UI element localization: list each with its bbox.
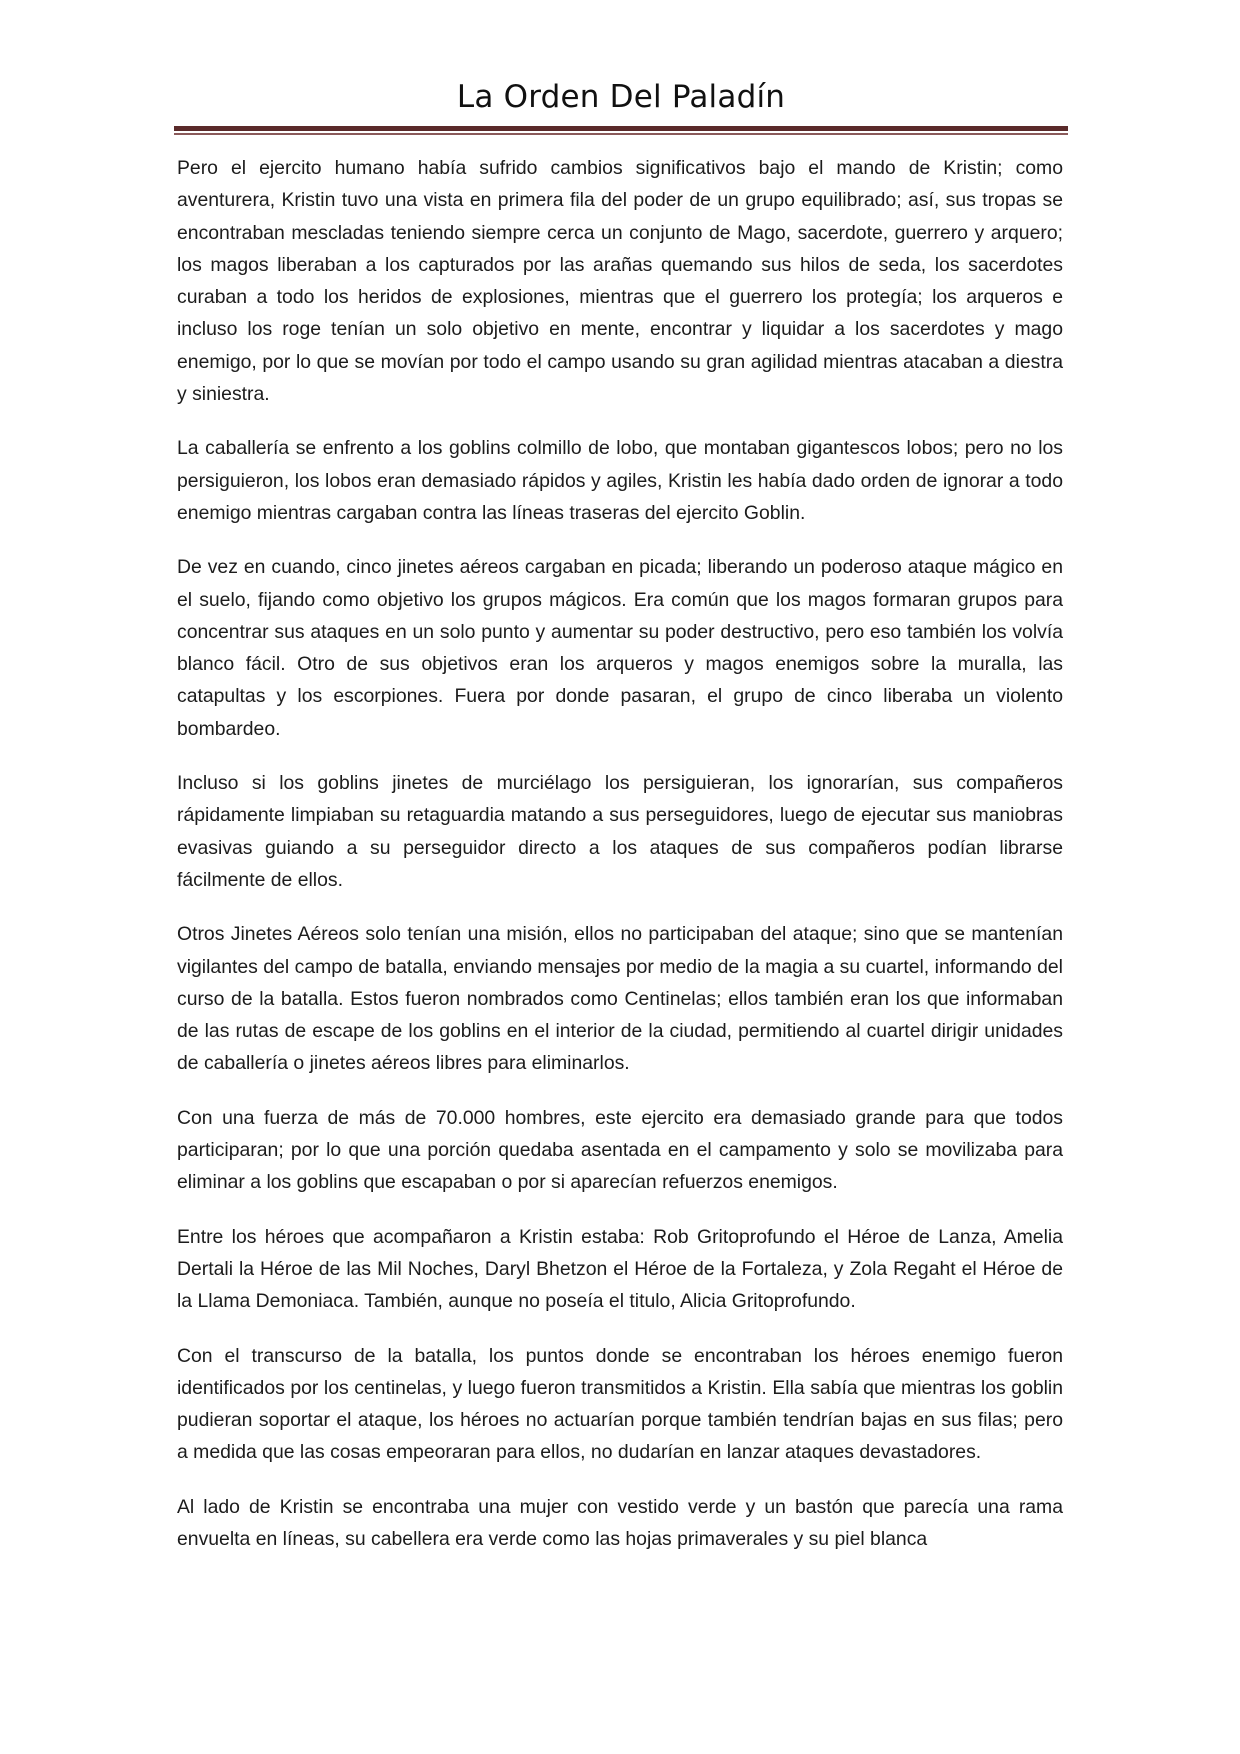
page-header [174,70,1068,136]
page-title: La Orden Del Paladín [456,79,786,115]
paragraph-3: De vez en cuando, cinco jinetes aéreos cargaban en picada; liberando un poderoso ataque mágico en el suelo, fijando como objetivo los grupos mágicos. Era común que los magos formaran grupos para concentrar sus ataques en un solo punto y aumentar su poder destructivo, pero eso también los volvía blanco fácil. Otro de sus objetivos eran los arqueros y magos enemigos sobre la muralla, las catapultas y los escorpiones. Fuera por donde pasaran, el grupo de cinco liberaba un violento bombardeo. [177,556,1063,740]
paragraph-7: Entre los héroes que acompañaron a Kristin estaba: Rob Gritoprofundo el Héroe de Lanza, Amelia Dertali la Héroe de las Mil Noches, Daryl Bhetzon el Héroe de la Fortaleza, y Zola Regaht el Héroe de la Llama Demoniaca. También, aunque no poseía el titulo, Alicia Gritoprofundo. [177,1225,1063,1313]
paragraph-4: Incluso si los goblins jinetes de murciélago los persiguieran, los ignorarían, sus compañeros rápidamente limpiaban su retaguardia matando a sus perseguidores, luego de ejecutar sus maniobras evasivas guiando a su perseguidor directo a los ataques de sus compañeros podían librarse fácilmente de ellos. [177,772,1063,891]
paragraph-1: Pero el ejercito humano había sufrido cambios significativos bajo el mando de Kristin; como aventurera, Kristin tuvo una vista en primera fila del poder de un grupo equilibrado; así, sus tropas se encontraban mescladas teniendo siempre cerca un conjunto de Mago, sacerdote, guerrero y arquero; los magos liberaban a los capturados por las arañas quemando sus hilos de seda, los sacerdotes curaban a todo los heridos de explosiones, mientras que el guerrero los protegía; los arqueros e incluso los roge tenían un solo objetivo en mente, encontrar y liquidar a los sacerdotes y mago enemigo, por lo que se movían por todo el campo usando su gran agilidad mientras atacaban a diestra y siniestra. [177,157,1063,406]
header-divider-thin [174,133,1068,135]
paragraph-8: Con el transcurso de la batalla, los puntos donde se encontraban los héroes enemigo fueron identificados por los centinelas, y luego fueron transmitidos a Kristin. Ella sabía que mientras los goblin pudieran soportar el ataque, los héroes no actuarían porque también tendrían bajas en sus filas; pero a medida que las cosas empeoraran para ellos, no dudarían en lanzar ataques devastadores. [177,1344,1063,1464]
paragraph-6: Con una fuerza de más de 70.000 hombres, este ejercito era demasiado grande para que todos participaran; por lo que una porción quedaba asentada en el campamento y solo se movilizaba para eliminar a los goblins que escapaban o por si aparecían refuerzos enemigos. [177,1106,1063,1194]
page-body [177,152,1063,1555]
header-divider-thick [174,126,1068,131]
header-divider [174,126,1068,136]
paragraph-2: La caballería se enfrento a los goblins colmillo de lobo, que montaban gigantescos lobos; pero no los persiguieron, los lobos eran demasiado rápidos y agiles, Kristin les había dado orden de ignorar a todo enemigo mientras cargaban contra las líneas traseras del ejercito Goblin. [177,437,1063,524]
paragraph-9: Al lado de Kristin se encontraba una mujer con vestido verde y un bastón que parecía una rama envuelta en líneas, su cabellera era verde como las hojas primaverales y su piel blanca [177,1495,1063,1550]
paragraph-5: Otros Jinetes Aéreos solo tenían una misión, ellos no participaban del ataque; sino que se mantenían vigilantes del campo de batalla, enviando mensajes por medio de la magia a su cuartel, informando del curso de la batalla. Estos fueron nombrados como Centinelas; ellos también eran los que informaban de las rutas de escape de los goblins en el interior de la ciudad, permitiendo al cuartel dirigir unidades de caballería o jinetes aéreos libres para eliminarlos. [177,923,1063,1075]
